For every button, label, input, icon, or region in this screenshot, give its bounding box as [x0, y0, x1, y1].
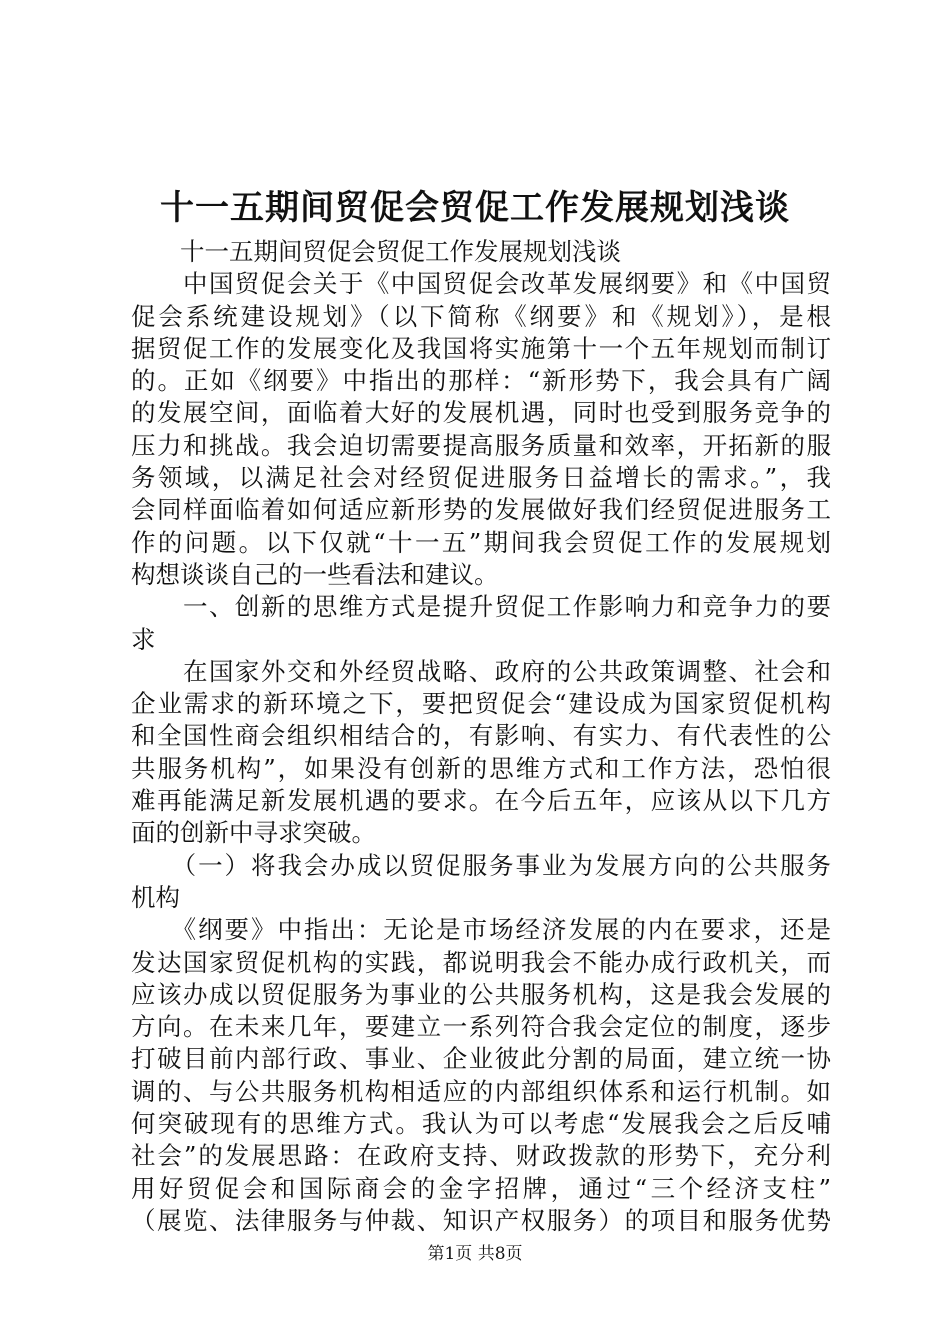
body-line: 在国家外交和外经贸战略、政府的公共政策调整、社会和: [131, 656, 831, 686]
body-line: 用好贸促会和国际商会的金字招牌，通过“三个经济支柱”: [131, 1173, 831, 1203]
body-line: 促会系统建设规划》（以下简称《纲要》和《规划》），是根: [131, 301, 831, 331]
body-line: 社会”的发展思路：在政府支持、财政拨款的形势下，充分利: [131, 1141, 831, 1171]
body-line: （展览、法律服务与仲裁、知识产权服务）的项目和服务优势: [131, 1205, 831, 1235]
document-body: [131, 236, 831, 1237]
body-line: 构想谈谈自己的一些看法和建议。: [131, 559, 499, 589]
body-line: 的发展空间，面临着大好的发展机遇，同时也受到服务竞争的: [131, 398, 831, 428]
body-line: 十一五期间贸促会贸促工作发展规划浅谈: [131, 237, 621, 266]
body-line: 何突破现有的思维方式。我认为可以考虑“发展我会之后反哺: [131, 1109, 831, 1139]
body-line: 一、创新的思维方式是提升贸促工作影响力和竞争力的要: [131, 592, 831, 622]
document-title: 十一五期间贸促会贸促工作发展规划浅谈: [160, 188, 790, 228]
body-line: 企业需求的新环境之下，要把贸促会“建设成为国家贸促机构: [131, 689, 831, 719]
body-line: 求: [131, 624, 156, 654]
body-line: 打破目前内部行政、事业、企业彼此分割的局面，建立统一协: [131, 1044, 831, 1074]
body-line: 据贸促工作的发展变化及我国将实施第十一个五年规划而制订: [131, 333, 831, 363]
body-line: 中国贸促会关于《中国贸促会改革发展纲要》和《中国贸: [131, 269, 831, 299]
body-line: （一）将我会办成以贸促服务事业为发展方向的公共服务: [131, 850, 831, 880]
body-line: 应该办成以贸促服务为事业的公共服务机构，这是我会发展的: [131, 979, 831, 1009]
body-line: 《纲要》中指出：无论是市场经济发展的内在要求，还是: [131, 915, 831, 945]
body-line: 机构: [131, 882, 180, 912]
page-footer: 第1页 共8页: [427, 1244, 523, 1264]
body-line: 会同样面临着如何适应新形势的发展做好我们经贸促进服务工: [131, 495, 831, 525]
body-line: 和全国性商会组织相结合的，有影响、有实力、有代表性的公: [131, 721, 831, 751]
body-line: 调的、与公共服务机构相适应的内部组织体系和运行机制。如: [131, 1076, 831, 1106]
body-line: 难再能满足新发展机遇的要求。在今后五年，应该从以下几方: [131, 786, 831, 816]
body-line: 共服务机构”，如果没有创新的思维方式和工作方法，恐怕很: [131, 753, 831, 783]
body-line: 方向。在未来几年，要建立一系列符合我会定位的制度，逐步: [131, 1012, 831, 1042]
body-line: 作的问题。以下仅就“十一五”期间我会贸促工作的发展规划: [131, 527, 831, 557]
body-line: 面的创新中寻求突破。: [131, 818, 376, 848]
body-line: 压力和挑战。我会迫切需要提高服务质量和效率，开拓新的服: [131, 430, 831, 460]
body-line: 务领域，以满足社会对经贸促进服务日益增长的需求。”，我: [131, 463, 831, 493]
body-line: 发达国家贸促机构的实践，都说明我会不能办成行政机关，而: [131, 947, 831, 977]
body-line: 的。正如《纲要》中指出的那样：“新形势下，我会具有广阔: [131, 366, 831, 396]
